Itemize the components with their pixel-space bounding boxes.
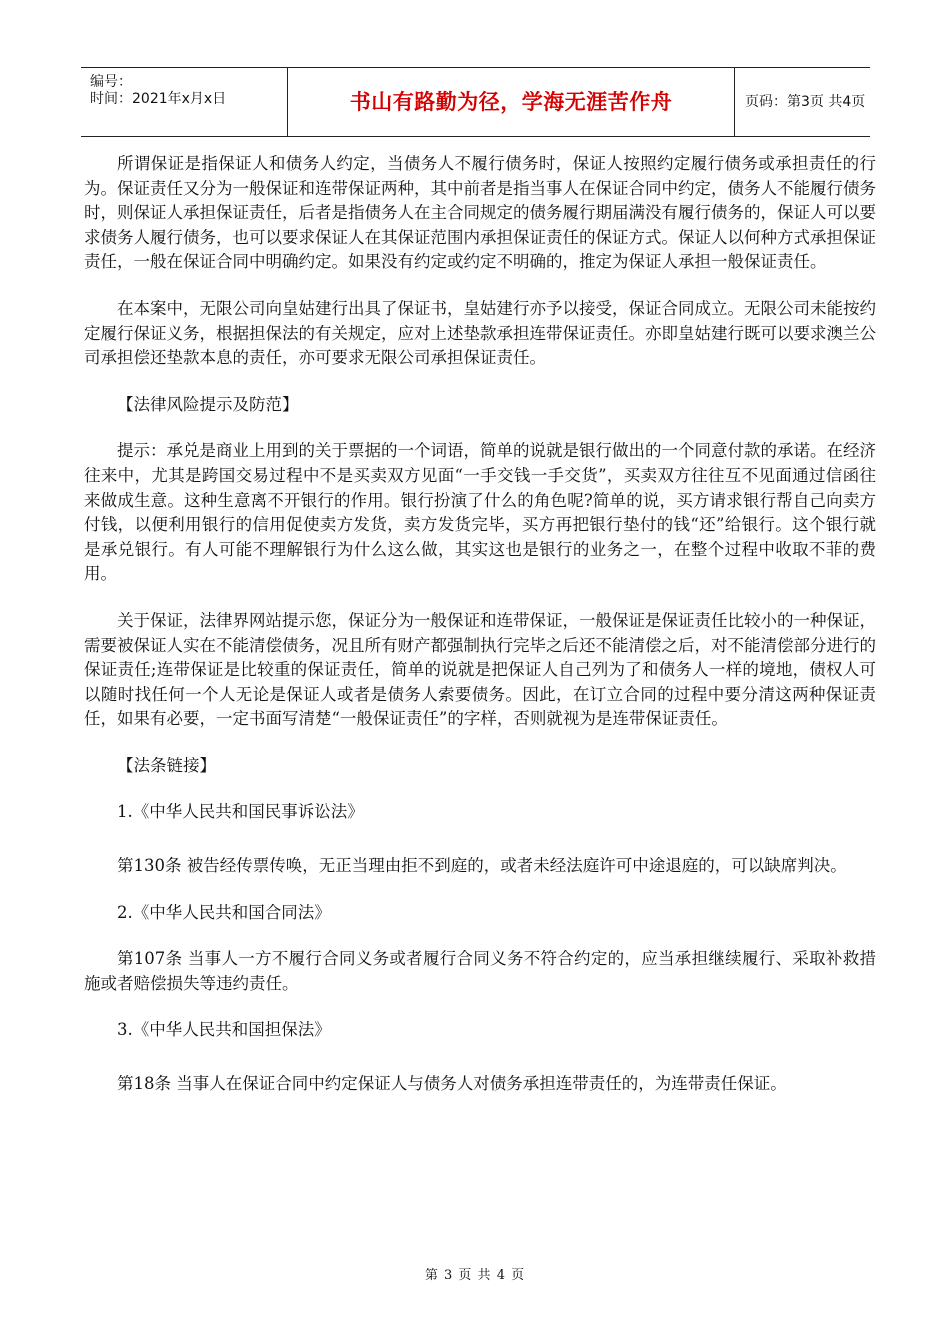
date-label: 时间：2021年x月x日 — [90, 91, 227, 107]
law-title-guarantee: 3.《中华人民共和国担保法》 — [117, 1020, 331, 1040]
page-header — [81, 67, 870, 137]
law-title-civil-procedure: 1.《中华人民共和国民事诉讼法》 — [117, 802, 364, 822]
paragraph-acceptance-tip: 提示：承兑是商业上用到的关于票据的一个词语，简单的说就是银行做出的一个同意付款的承诺。在经济往来中，尤其是跨国交易过程中不是买卖双方见面“一手交钱一手交货”，买卖双方往往互不见面通过信函往来做成生意。这种生意离不开银行的作用。银行扮演了什么的角色呢?简单的说，买方请求银行帮自己向卖方付钱，以便利用银行的信用促使卖方发货，卖方发货完毕，买方再把银行垫付的钱“还”给银行。这个银行就是承兑银行。有人可能不理解银行为什么这么做，其实这也是银行的业务之一，在整个过程中收取不菲的费用。 — [84, 441, 876, 584]
law-article-130: 第130条 被告经传票传唤，无正当理由拒不到庭的，或者未经法庭许可中途退庭的，可以缺席判决。 — [117, 856, 847, 876]
header-meta — [81, 68, 287, 136]
law-title-contract: 2.《中华人民共和国合同法》 — [117, 902, 331, 922]
header-page-info: 页码：第3页 共4页 — [745, 94, 866, 110]
page-footer: 第 3 页 共 4 页 — [424, 1268, 526, 1283]
header-motto: 书山有路勤为径，学海无涯苦作舟 — [287, 68, 735, 136]
heading-law-links: 【法条链接】 — [117, 755, 216, 775]
heading-legal-risk: 【法律风险提示及防范】 — [117, 394, 299, 414]
document-body — [84, 152, 876, 1097]
law-article-18: 第18条 当事人在保证合同中约定保证人与债务人对债务承担连带责任的，为连带责任保证。 — [117, 1074, 787, 1094]
paragraph-case-analysis: 在本案中，无限公司向皇姑建行出具了保证书，皇姑建行亦予以接受，保证合同成立。无限公司未能按约定履行保证义务，根据担保法的有关规定，应对上述垫款承担连带保证责任。亦即皇姑建行既可以要求澳兰公司承担偿还垫款本息的责任，亦可要求无限公司承担保证责任。 — [84, 298, 876, 368]
law-article-107: 第107条 当事人一方不履行合同义务或者履行合同义务不符合约定的，应当承担继续履行、采取补救措施或者赔偿损失等违约责任。 — [84, 949, 876, 993]
paragraph-guarantee-tip: 关于保证，法律界网站提示您，保证分为一般保证和连带保证，一般保证是保证责任比较小的一种保证，需要被保证人实在不能清偿债务，况且所有财产都强制执行完毕之后还不能清偿之后，对不能清偿部分进行的保证责任;连带保证是比较重的保证责任，简单的说就是把保证人自己列为了和债务人一样的境地，债权人可以随时找任何一个人无论是保证人或者是债务人索要债务。因此，在订立合同的过程中要分清这两种保证责任，如果有必要，一定书面写清楚“一般保证责任”的字样，否则就视为是连带保证责任。 — [84, 610, 876, 729]
paragraph-guarantee-definition: 所谓保证是指保证人和债务人约定，当债务人不履行债务时，保证人按照约定履行债务或承担责任的行为。保证责任又分为一般保证和连带保证两种，其中前者是指当事人在保证合同中约定，债务人不能履行债务时，则保证人承担保证责任，后者是指债务人在主合同规定的债务履行期届满没有履行债务的，保证人可以要求债务人履行债务，也可以要求保证人在其保证范围内承担保证责任的保证方式。保证人以何种方式承担保证责任，一般在保证合同中明确约定。如果没有约定或约定不明确的，推定为保证人承担一般保证责任。 — [84, 154, 876, 272]
serial-number-label: 编号： — [90, 74, 132, 90]
